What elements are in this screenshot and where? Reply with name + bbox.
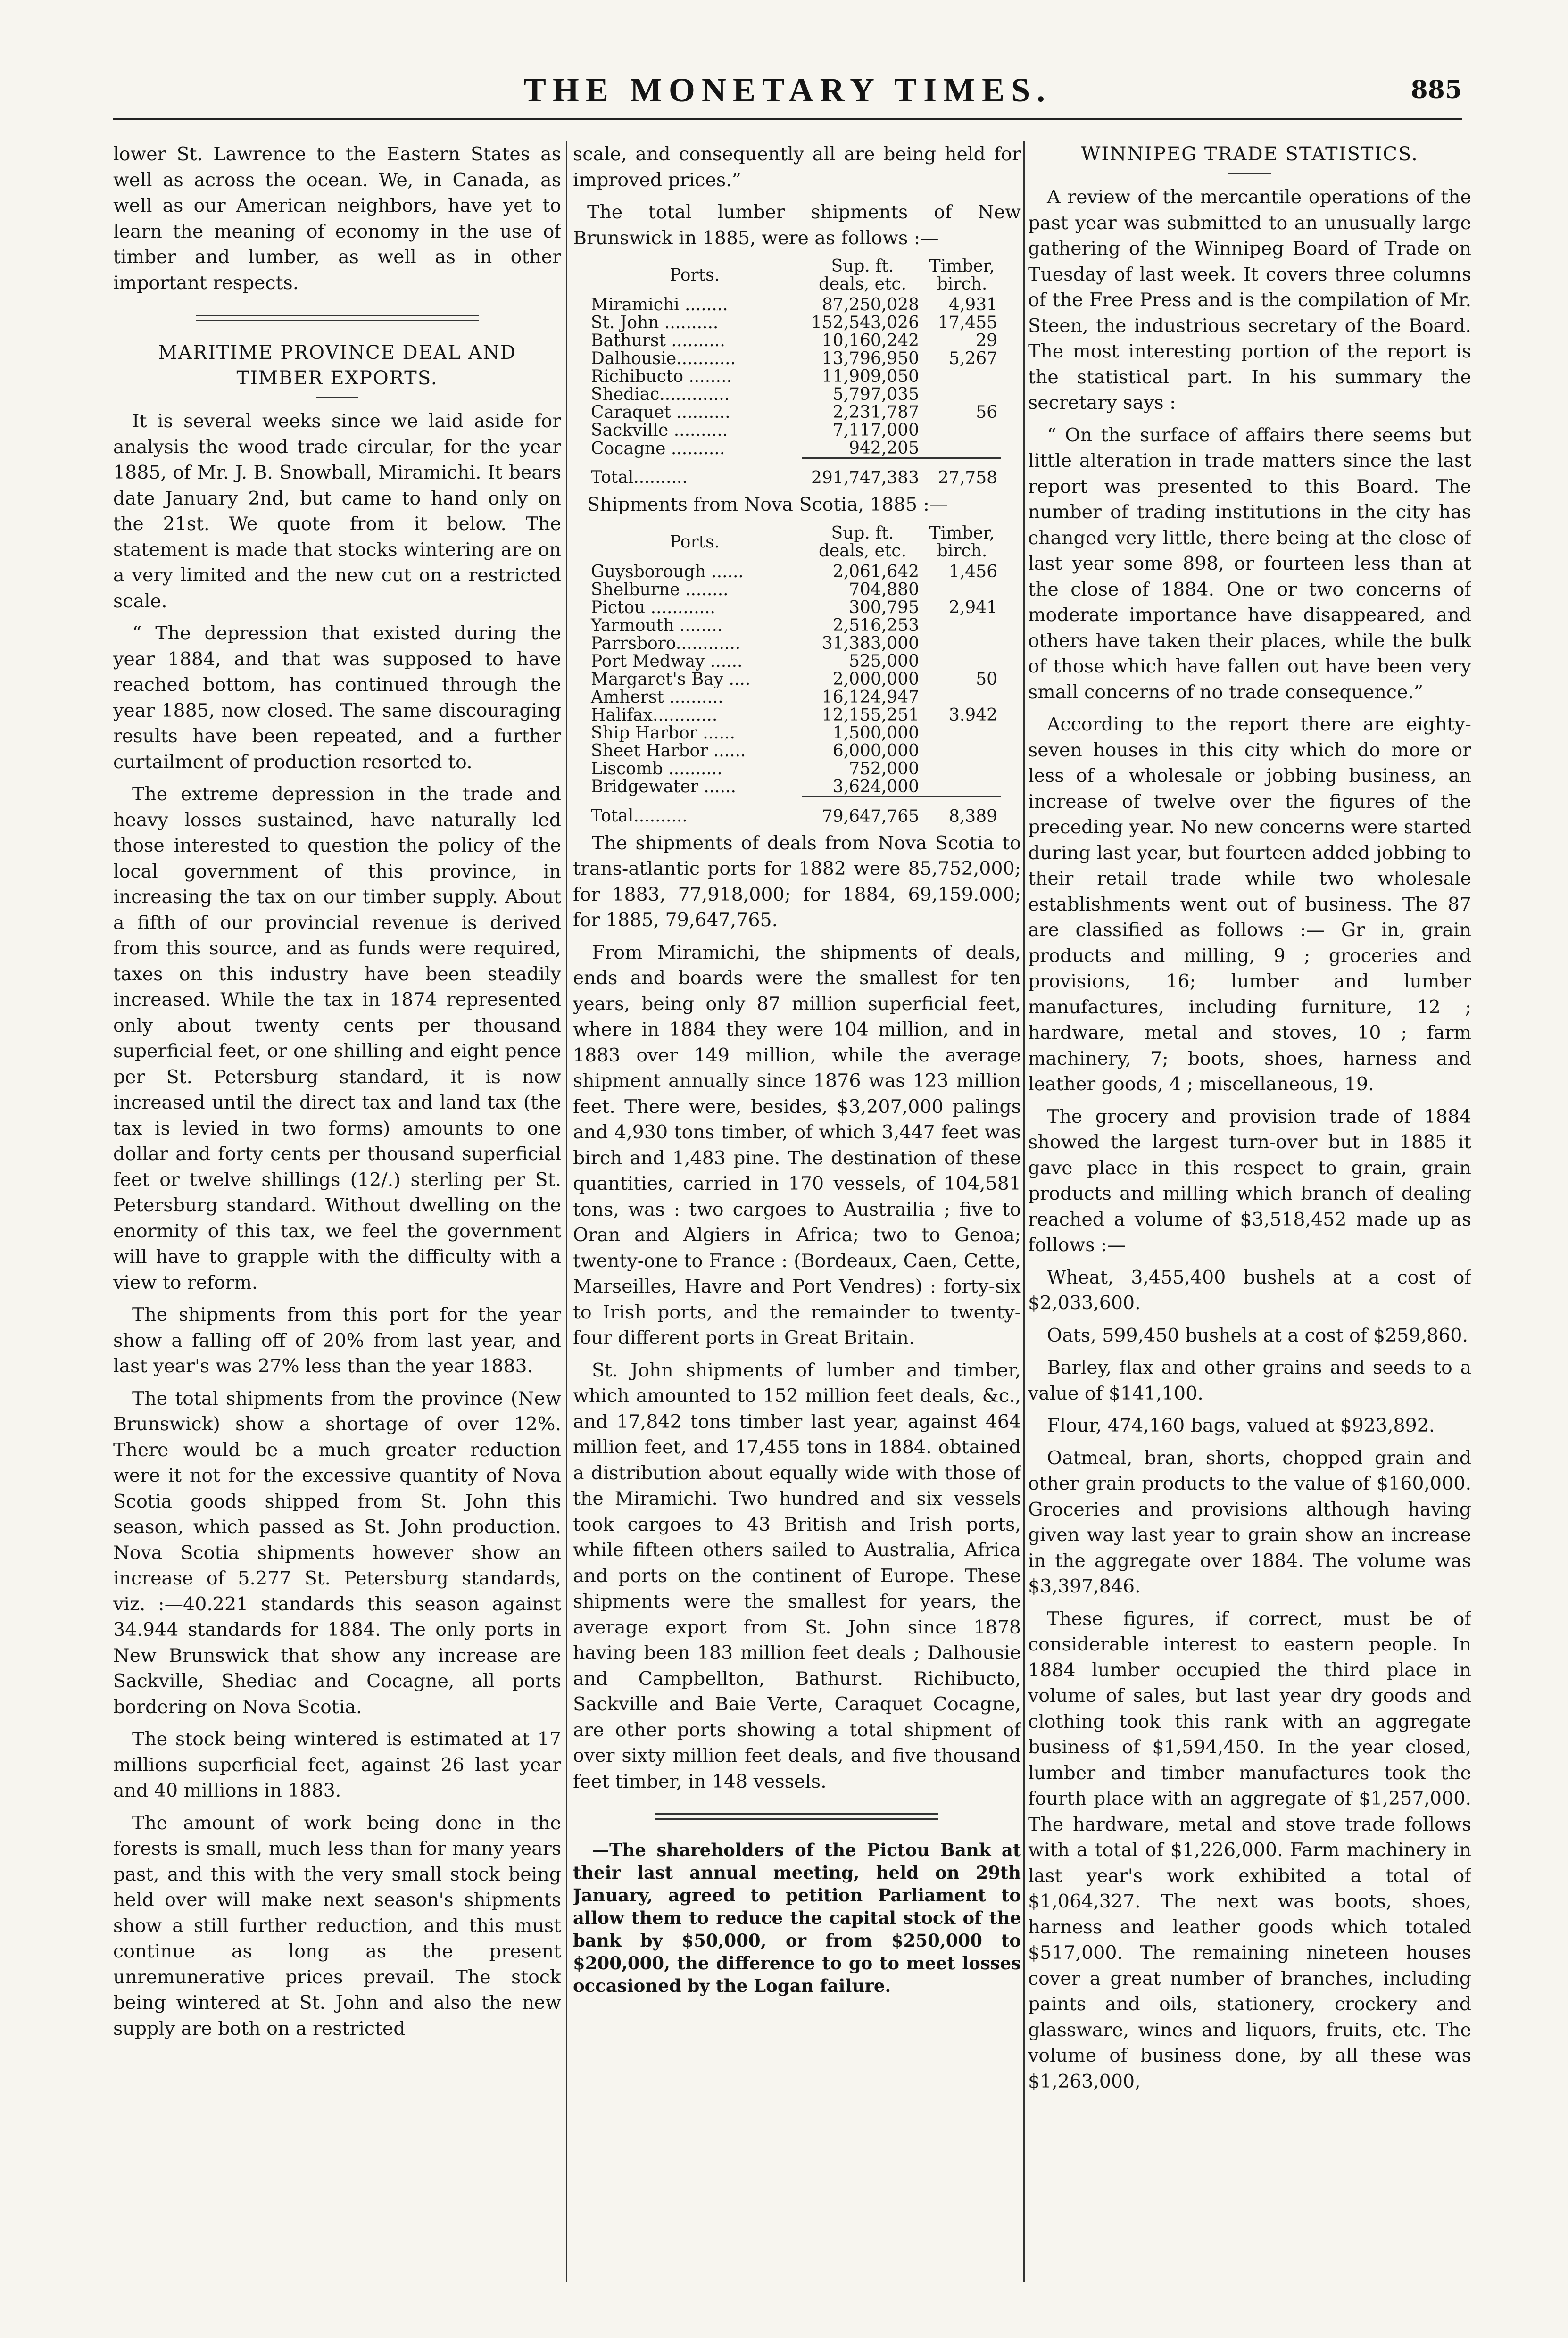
timber-birch <box>923 742 1001 760</box>
timber-birch: 17,455 <box>938 313 997 332</box>
paragraph: According to the report there are eighty-seven houses in this city which do more or less of a wholesale or jobbing business, an increase of twelve over the figures of the preceding year. No new concerns were started during last year, but fourteen added jobbing to their retail trade while two wholesale establishments went out of business. The 87 are classified as follows :— Gr in, grain products and milling, 9 ; groceries and provisions, 16; lumber and lumber manufactures, including furniture, 12 ; hardware, metal and stoves, 10 ; farm machinery, 7; boots, shoes, harness and leather goods, 4 ; miscellaneous, 19. <box>1028 713 1471 1095</box>
column-rule-2 <box>1023 141 1025 2282</box>
paragraph: It is several weeks since we laid aside for analysis the wood trade circular, for the year 1885, of Mr. J. B. Snowball, Miramichi. It bears date January 2nd, but came to hand only on the 21st. We quote from it below. The statement is made that stocks wintering are on a very limited and the new cut on a restricted scale. <box>113 410 561 612</box>
port-name: Ship Harbor ...... <box>591 723 735 743</box>
table-row <box>587 688 1001 706</box>
timber-birch: 4,931 <box>948 295 997 315</box>
table-row <box>587 404 1001 422</box>
port-name: Caraquet .......... <box>591 403 730 422</box>
paragraph: Barley, flax and other grains and seeds to a value of $141,100. <box>1028 1357 1471 1404</box>
port-name: St. John .......... <box>591 313 719 332</box>
total-label: Total.......... <box>591 806 688 826</box>
table-row <box>587 581 1001 599</box>
total-label: Total.......... <box>591 468 688 488</box>
paragraph: The grocery and provision trade of 1884 showed the largest turn-over but in 1885 it gave place in this respect to grain, grain products and milling which branch of dealing reached a volume of $3,518,452 made up as follows :— <box>1028 1105 1471 1256</box>
col-header-sup: Sup. ft. deals, etc. <box>818 523 907 561</box>
page-number: 885 <box>1410 75 1462 104</box>
port-name: Shediac............. <box>591 385 730 404</box>
timber-birch <box>923 581 1001 599</box>
sup-feet: 31,383,000 <box>821 633 919 653</box>
table-row <box>587 778 1001 797</box>
paragraph: Oatmeal, bran, shorts, chopped grain and other grain products to the value of $160,000. Groceries and provisions although having given way last year to grain show an increase in the aggregate over 1884. The volume was $3,397,846. <box>1028 1447 1471 1597</box>
table-row <box>587 439 1001 458</box>
sup-feet: 942,205 <box>849 439 919 458</box>
port-name: Amherst .......... <box>591 687 723 707</box>
col-header-ports: Ports. <box>669 265 720 285</box>
timber-birch <box>923 439 1001 458</box>
table-row <box>587 599 1001 617</box>
table-total-row <box>587 796 1001 826</box>
sup-feet: 16,124,947 <box>821 687 919 707</box>
table-row <box>587 706 1001 724</box>
timber-birch: 56 <box>976 403 997 422</box>
table-row <box>587 350 1001 368</box>
table-caption: The total lumber shipments of New Brunswick in 1885, were as follows :— <box>573 201 1021 249</box>
timber-birch <box>923 422 1001 439</box>
sup-feet: 6,000,000 <box>832 741 919 761</box>
paragraph: The amount of work being done in the forests is small, much less than for many years past, and this with the very small stock being held over will make next season's shipments show a still further reduction, and this must continue as long as the present unremunerative prices prevail. The stock being wintered at St. John and also the new supply are both on a restricted <box>113 1812 561 2040</box>
sup-feet: 7,117,000 <box>832 421 919 440</box>
table-row <box>587 386 1001 404</box>
paragraph: Wheat, 3,455,400 bushels at a cost of $2,033,600. <box>1028 1266 1471 1314</box>
port-name: Sackville .......... <box>591 421 728 440</box>
timber-birch: 29 <box>976 331 997 350</box>
paragraph: “ The depression that existed during the year 1884, and that was supposed to have reached bottom, has continued through the year 1885, now closed. The same discouraging results have been repeated, and a further curtailment of production resorted to. <box>113 622 561 773</box>
timber-birch <box>923 635 1001 653</box>
sup-feet: 87,250,028 <box>821 295 919 315</box>
table-row <box>587 760 1001 778</box>
sup-feet: 2,061,642 <box>832 562 919 581</box>
paragraph: The shipments from this port for the year show a falling off of 20% from last year, and last year's was 27% less than the year 1883. <box>113 1304 561 1377</box>
paragraph: The stock being wintered is estimated at 17 millions superficial feet, against 26 last year and 40 millions in 1883. <box>113 1728 561 1801</box>
sup-feet: 3,624,000 <box>832 777 919 796</box>
total-timber: 8,389 <box>923 796 1001 826</box>
column-3 <box>1028 141 1471 2292</box>
port-name: Pictou ............ <box>591 597 715 617</box>
timber-birch <box>923 778 1001 797</box>
paragraph: St. John shipments of lumber and timber, which amounted to 152 million feet deals, &c., and 17,842 tons timber last year, against 464 million feet, and 17,455 tons in 1884. obtained a distribution about equally wide with those of the Miramichi. Two hundred and six vessels took cargoes to 43 British and Irish ports, while fifteen others sailed to Australia, Africa and ports on the continent of Europe. These shipments were the smallest for years, the average export from St. John since 1878 having been 183 million feet deals ; Dalhousie and Campbellton, Bathurst. Richibucto, Sackville and Baie Verte, Caraquet Cocagne, are other ports showing a total shipment of over sixty million feet deals, and five thousand feet timber, in 148 vessels. <box>573 1359 1021 1792</box>
paragraph: These figures, if correct, must be of considerable interest to eastern people. In 1884 lumber occupied the third place in volume of sales, but last year dry goods and clothing took this rank with an aggregate business of $1,594,450. In the year closed, lumber and timber manufactures took the fourth place with an aggregate of $1,257,000. The hardware, metal and stove trade follows with a total of $1,226,000. Farm machinery in last year's work exhibited a total of $1,064,327. The next was boots, shoes, harness and leather goods which totaled $517,000. The remaining nineteen houses cover a great number of branches, including paints and oils, stationery, crockery and glassware, wines and liquors, fruits, etc. The volume of business done, by all these was $1,263,000, <box>1028 1608 1471 2092</box>
paragraph: “ On the surface of affairs there seems but little alteration in trade matters since the last report was presented to this Board. The number of trading institutions in the city has changed very little, there being at the close of last year some 898, or fourteen less than at the close of 1884. One or two concerns of moderate importance have disappeared, and others have taken their places, while the bulk of those which have fallen out have been very small concerns of no trade consequence.” <box>1028 424 1471 703</box>
table-row <box>587 368 1001 386</box>
table-row <box>587 332 1001 350</box>
col-header-timber: Timber, birch. <box>929 523 995 561</box>
section-divider <box>655 1813 938 1820</box>
timber-birch: 50 <box>976 669 997 689</box>
timber-birch: 3.942 <box>948 705 997 725</box>
column-rule-1 <box>566 141 567 2282</box>
short-rule <box>1228 173 1271 174</box>
port-name: Margaret's Bay .... <box>591 669 751 689</box>
table-header-row <box>587 524 1001 563</box>
paragraph: Oats, 599,450 bushels at a cost of $259,860. <box>1047 1324 1468 1346</box>
sup-feet: 300,795 <box>849 597 919 617</box>
total-sup: 291,747,383 <box>802 458 923 488</box>
timber-birch: 2,941 <box>948 597 997 617</box>
ns-shipments-table <box>587 524 1001 826</box>
column-1 <box>113 141 561 2292</box>
table-header-row <box>587 257 1001 296</box>
section-heading: MARITIME PROVINCE DEAL AND TIMBER EXPORTS. <box>158 342 516 389</box>
paragraph: lower St. Lawrence to the Eastern States as well as across the ocean. We, in Canada, as well as our American neighbors, have yet to learn the meaning of economy in the use of timber and lumber, as well as in other important respects. <box>113 143 561 294</box>
port-name: Sheet Harbor ...... <box>591 741 746 761</box>
port-name: Port Medway ...... <box>591 651 743 671</box>
total-sup: 79,647,765 <box>802 796 923 826</box>
sup-feet: 2,000,000 <box>832 669 919 689</box>
sup-feet: 704,880 <box>849 580 919 599</box>
nb-shipments-table <box>587 257 1001 487</box>
table-row <box>587 296 1001 314</box>
port-name: Richibucto ........ <box>591 367 732 386</box>
masthead-title: THE MONETARY TIMES. <box>523 71 1052 109</box>
sup-feet: 11,909,050 <box>821 367 919 386</box>
table-row <box>587 314 1001 332</box>
paragraph: The shipments of deals from Nova Scotia to trans-atlantic ports for 1882 were 85,752,000; for 1883, 77,918,000; for 1884, 69,159.000; for 1885, 79,647,765. <box>573 832 1021 931</box>
sup-feet: 2,231,787 <box>832 403 919 422</box>
timber-birch: 5,267 <box>948 349 997 368</box>
sup-feet: 752,000 <box>849 759 919 779</box>
table-row <box>587 742 1001 760</box>
table-row <box>587 653 1001 671</box>
page-header <box>113 66 1462 120</box>
paragraph: A review of the mercantile operations of the past year was submitted to an unusually large gathering of the Winnipeg Board of Trade on Tuesday of last week. It covers three columns of the Free Press and is the compilation of Mr. Steen, the industrious secretary of the Board. The most interesting portion of the report is the statistical part. In his summary the secretary says : <box>1028 186 1471 414</box>
paragraph: The total shipments from the province (New Brunswick) show a shortage of over 12%. There would be a much greater reduction were it not for the excessive quantity of Nova Scotia goods shipped from St. John this season, which passed as St. John production. Nova Scotia shipments however show an increase of 5.277 St. Petersburg standards, viz. :—40.221 standards this season against 34.944 standards for 1884. The only ports in New Brunswick that show any increase are Sackville, Shediac and Cocagne, all ports bordering on Nova Scotia. <box>113 1387 561 1718</box>
table-row <box>587 617 1001 635</box>
column-2 <box>573 141 1021 2292</box>
port-name: Yarmouth ........ <box>591 615 723 635</box>
table-row <box>587 724 1001 742</box>
sup-feet: 2,516,253 <box>832 615 919 635</box>
timber-birch <box>923 368 1001 386</box>
table-row <box>587 563 1001 581</box>
port-name: Shelburne ........ <box>591 580 729 599</box>
sup-feet: 12,155,251 <box>821 705 919 725</box>
paragraph: Flour, 474,160 bags, valued at $923,892. <box>1047 1415 1435 1436</box>
port-name: Bathurst .......... <box>591 331 725 350</box>
section-heading: WINNIPEG TRADE STATISTICS. <box>1081 143 1419 165</box>
table-row <box>587 671 1001 688</box>
paragraph: The extreme depression in the trade and heavy losses sustained, have naturally led those interested to question the policy of the local government of this province, in increasing the tax on our timber supply. About a fifth of our provincial revenue is derived from this source, and as funds were required, taxes on this industry have been steadily increased. While the tax in 1874 represented only about twenty cents per thousand superficial feet, or one shilling and eight pence per St. Petersburg standard, it is now increased until the direct tax and land tax (the tax is levied in two forms) amounts to one dollar and forty cents per thousand superficial feet or twelve shillings (12/.) sterling per St. Petersburg standard. Without dwelling on the enormity of this tax, we feel the government will have to grapple with the difficulty with a view to reform. <box>113 783 561 1293</box>
section-divider <box>196 315 479 321</box>
timber-birch: 1,456 <box>948 562 997 581</box>
sup-feet: 525,000 <box>849 651 919 671</box>
port-name: Parrsboro............ <box>591 633 741 653</box>
col-header-ports: Ports. <box>669 532 720 552</box>
sup-feet: 5,797,035 <box>832 385 919 404</box>
port-name: Bridgewater ...... <box>591 777 736 797</box>
timber-birch <box>923 617 1001 635</box>
col-header-sup: Sup. ft. deals, etc. <box>818 257 907 294</box>
timber-birch <box>923 653 1001 671</box>
short-rule <box>316 397 358 398</box>
sup-feet: 13,796,950 <box>821 349 919 368</box>
paragraph: From Miramichi, the shipments of deals, ends and boards were the smallest for ten years, being only 87 million superficial feet, where in 1884 they were 104 million, and in 1883 over 149 million, while the average shipment annually since 1876 was 123 million feet. There were, besides, $3,207,000 palings and 4,930 tons timber, of which 3,447 feet was birch and 1,483 pine. The destination of these quantities, carried in 170 vessels, of 104,581 tons, was : two cargoes to Austrailia ; five to Oran and Algiers in Africa; two to Genoa; twenty-one to France : (Bordeaux, Caen, Cette, Marseilles, Havre and Port Vendres) : forty-six to Irish ports, and the remainder to twenty-four different ports in Great Britain. <box>573 941 1021 1349</box>
paragraph: scale, and consequently all are being held for improved prices.” <box>573 143 1021 191</box>
port-name: Liscomb .......... <box>591 759 722 779</box>
timber-birch <box>923 760 1001 778</box>
table-row <box>587 422 1001 439</box>
sup-feet: 1,500,000 <box>832 723 919 743</box>
port-name: Cocagne .......... <box>591 439 725 458</box>
sup-feet: 152,543,026 <box>811 313 919 332</box>
table-total-row <box>587 458 1001 488</box>
timber-birch <box>923 688 1001 706</box>
total-timber: 27,758 <box>923 458 1001 488</box>
news-note: —The shareholders of the Pictou Bank at their last annual meeting, held on 29th January, agreed to petition Parliament to allow them to reduce the capital stock of the bank by $50,000, or from $250,000 to $200,000, the difference to go to meet losses occasioned by the Logan failure. <box>573 1840 1021 1996</box>
port-name: Miramichi ........ <box>591 295 728 315</box>
port-name: Halifax............ <box>591 705 718 725</box>
port-name: Dalhousie........... <box>591 349 736 368</box>
table-caption: Shipments from Nova Scotia, 1885 :— <box>587 494 948 515</box>
port-name: Guysborough ...... <box>591 562 744 581</box>
timber-birch <box>923 386 1001 404</box>
timber-birch <box>923 724 1001 742</box>
col-header-timber: Timber, birch. <box>929 257 995 294</box>
sup-feet: 10,160,242 <box>821 331 919 350</box>
table-row <box>587 635 1001 653</box>
